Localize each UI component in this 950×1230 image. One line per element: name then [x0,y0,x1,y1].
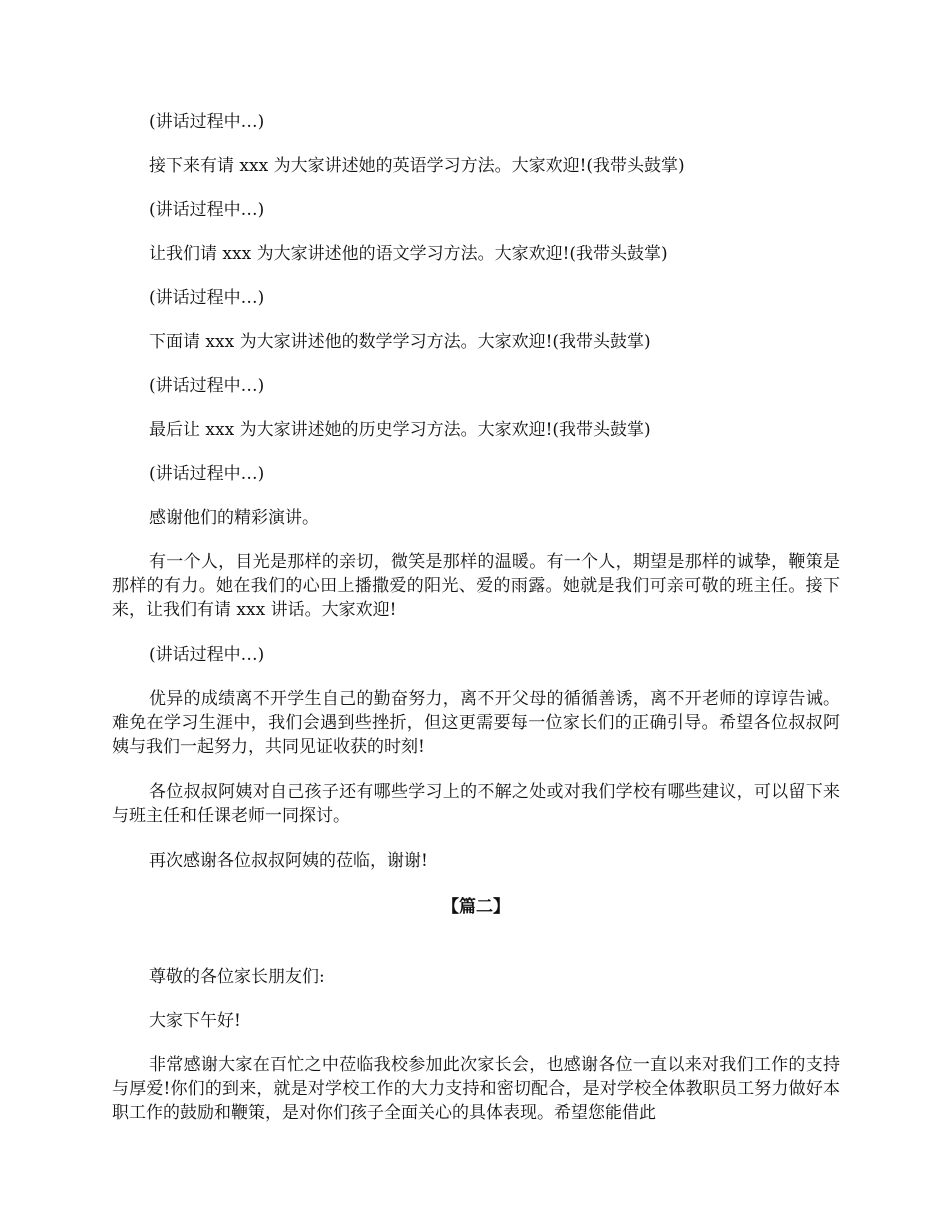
section-heading: 【篇二】 [442,897,510,917]
paragraph: 接下来有请 xxx 为大家讲述她的英语学习方法。大家欢迎!(我带头鼓掌) [149,156,685,176]
paragraph: (讲话过程中…) [149,464,265,484]
salutation: 尊敬的各位家长朋友们: [149,967,325,987]
paragraph: 下面请 xxx 为大家讲述他的数学学习方法。大家欢迎!(我带头鼓掌) [149,332,651,352]
greeting: 大家下午好! [149,1011,241,1031]
paragraph: 让我们请 xxx 为大家讲述他的语文学习方法。大家欢迎!(我带头鼓掌) [149,244,668,264]
paragraph: 有一个人，目光是那样的亲切，微笑是那样的温暖。有一个人，期望是那样的诚挚，鞭策是那样的有力。她在我们的心田上播撒爱的阳光、爱的雨露。她就是我们可亲可敬的班主任。接下来，让我们有请 xxx 讲话。大家欢迎! [112,552,840,620]
paragraph: (讲话过程中…) [149,200,265,220]
paragraph: 感谢他们的精彩演讲。 [149,508,319,528]
paragraph: 最后让 xxx 为大家讲述她的历史学习方法。大家欢迎!(我带头鼓掌) [149,420,651,440]
paragraph: 非常感谢大家在百忙之中莅临我校参加此次家长会，也感谢各位一直以来对我们工作的支持与厚爱!你们的到来，就是对学校工作的大力支持和密切配合，是对学校全体教职员工努力做好本职工作的鼓励和鞭策，是对你们孩子全面关心的具体表现。希望您能借此 [112,1055,840,1123]
paragraph: (讲话过程中…) [149,376,265,396]
paragraph: 优异的成绩离不开学生自己的勤奋努力，离不开父母的循循善诱，离不开老师的谆谆告诫。难免在学习生涯中，我们会遇到些挫折，但这更需要每一位家长们的正确引导。希望各位叔叔阿姨与我们一起努力，共同见证收获的时刻! [112,689,840,757]
paragraph: 再次感谢各位叔叔阿姨的莅临，谢谢! [149,851,428,871]
paragraph: 各位叔叔阿姨对自己孩子还有哪些学习上的不解之处或对我们学校有哪些建议，可以留下来与班主任和任课老师一同探讨。 [112,782,840,826]
paragraph: (讲话过程中…) [149,112,265,132]
paragraph: (讲话过程中…) [149,288,265,308]
paragraph: (讲话过程中…) [149,645,265,665]
document-body [112,110,840,1145]
